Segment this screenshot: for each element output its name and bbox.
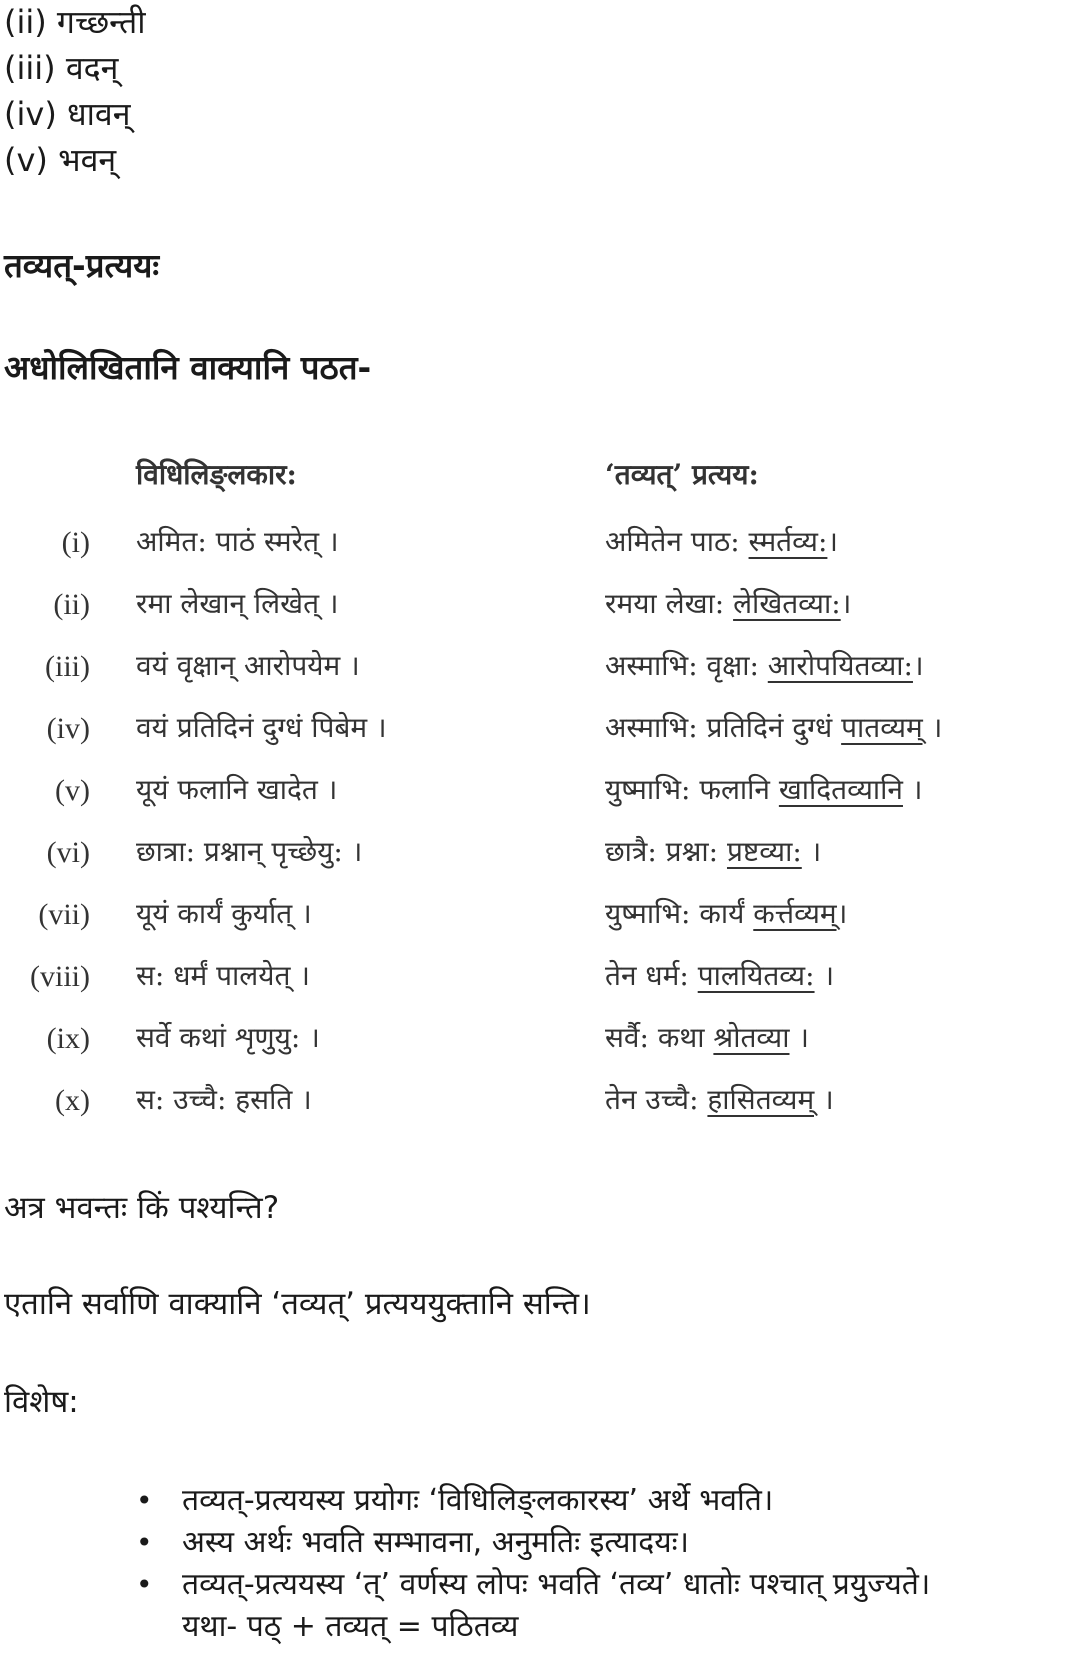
tavyat-word: खादितव्यानि [778,773,903,806]
row-number: (vi) [46,836,90,869]
list-item [130,1480,1070,1522]
vidhiling-sentence: रमा लेखान् लिखेत् । [136,587,339,620]
tavyat-sentence [605,646,924,684]
sentence-end: । [789,1021,810,1054]
column-header-vidhiling: विधिलिङ्लकार: [136,458,297,491]
vidhiling-sentence: स: उच्चै: हसति । [136,1083,312,1116]
tavyat-sentence [605,832,821,870]
tavyat-word: श्रोतव्या [713,1021,790,1054]
row-number: (vii) [38,898,90,931]
sentence-end: । [814,1083,834,1116]
row-number: (v) [55,774,90,807]
sentence-prefix: रमया लेखा: [605,587,734,620]
list-number: (ii) [4,3,47,41]
answer-text: एतानि सर्वाणि वाक्यानि ‘तव्यत्’ प्रत्यययुक्तानि सन्ति। [4,1286,591,1322]
vidhiling-sentence: वयं प्रतिदिनं दुग्धं पिबेम । [136,711,387,744]
list-item-3 [4,48,118,88]
tavyat-sentence [605,1080,834,1118]
note-text: अस्य अर्थः भवति सम्भावना, अनुमतिः इत्यादयः। [182,1525,690,1560]
sentence-prefix: अमितेन पाठ: [605,525,749,558]
tavyat-word: स्मर्तव्य: [748,525,828,558]
sentence-prefix: तेन उच्चै: [605,1083,708,1116]
list-item [130,1564,1070,1648]
tavyat-sentence [605,770,923,808]
table-row [0,1014,1082,1064]
sentence-end: । [814,959,835,992]
vidhiling-sentence: स: धर्मं पालयेत् । [136,959,310,992]
tavyat-word: प्रष्टव्या: [726,835,802,868]
tavyat-word: आरोपयितव्या: [767,649,913,682]
bullet-icon: • [136,1568,153,1601]
vidhiling-sentence: अमित: पाठं स्मरेत् । [136,525,339,558]
vidhiling-sentence: वयं वृक्षान् आरोपयेम । [136,649,360,682]
tavyat-word: हासितव्यम् [707,1083,815,1116]
bullet-icon: • [136,1484,153,1517]
sentence-prefix: छात्रै: प्रश्ना: [605,835,727,868]
list-word: भवन् [58,141,117,179]
row-number: (i) [61,526,90,559]
tavyat-sentence [605,894,847,932]
row-number: (iii) [45,650,90,683]
table-row [0,952,1082,1002]
table-row [0,828,1082,878]
example-text: यथा- पठ् + तव्यत् = पठितव्य [182,1609,519,1644]
note-text: तव्यत्-प्रत्ययस्य ‘त्’ वर्णस्य लोपः भवति ‘तव्य’ धातोः पश्चात् प्रयुज्यते। [182,1567,931,1602]
list-item-5 [4,140,116,180]
tavyat-word: पालयितव्य: [697,959,815,992]
table-row [0,642,1082,692]
vidhiling-sentence: यूयं कार्यं कुर्यात् । [136,897,312,930]
sentence-end: । [827,525,839,558]
tavyat-sentence [605,584,851,622]
vidhiling-sentence: सर्वे कथां शृणुयु: । [136,1021,320,1054]
sentence-end: । [902,773,923,806]
sentence-prefix: तेन धर्म: [605,959,698,992]
note-text: तव्यत्-प्रत्ययस्य प्रयोगः ‘विधिलिङ्लकारस्य’ अर्थे भवति। [182,1483,774,1518]
sentence-end: । [836,897,848,930]
row-number: (ix) [46,1022,90,1055]
section-heading: तव्यत्-प्रत्ययः [4,246,160,285]
table-row [0,580,1082,630]
list-item-2 [4,2,146,42]
bullet-icon: • [136,1526,153,1559]
sentence-prefix: अस्माभि: वृक्षा: [605,649,768,682]
sentence-prefix: अस्माभि: प्रतिदिनं दुग्धं [605,711,842,744]
table-row [0,704,1082,754]
sentence-prefix: सर्वै: कथा [605,1021,714,1054]
tavyat-sentence [605,1018,809,1056]
sentence-prefix: युष्माभि: कार्यं [605,897,754,930]
sentence-end: । [801,835,822,868]
list-item [130,1522,1070,1564]
tavyat-word: कर्त्तव्यम् [753,897,837,930]
table-row [0,766,1082,816]
row-number: (ii) [53,588,90,621]
instruction-heading: अधोलिखितानि वाक्यानि पठत- [4,348,372,387]
list-item-4 [4,94,131,134]
list-number: (v) [4,141,48,179]
row-number: (viii) [30,960,90,993]
vidhiling-sentence: यूयं फलानि खादेत । [136,773,338,806]
sentence-end: । [922,711,943,744]
list-number: (iv) [4,95,57,133]
tavyat-sentence [605,956,834,994]
list-number: (iii) [4,49,56,87]
sentence-end: । [840,587,852,620]
tavyat-word: पातव्यम् [841,711,923,744]
tavyat-word: लेखितव्या: [733,587,841,620]
tavyat-sentence [605,708,942,746]
table-row [0,1076,1082,1126]
row-number: (x) [55,1084,90,1117]
list-word: धावन् [66,95,131,133]
special-label: विशेष: [4,1384,79,1420]
row-number: (iv) [46,712,90,745]
table-row [0,890,1082,940]
question-text: अत्र भवन्तः किं पश्यन्ति? [4,1190,280,1226]
vidhiling-sentence: छात्रा: प्रश्नान् पृच्छेयु: । [136,835,363,868]
list-word: वदन् [65,49,119,87]
sentence-prefix: युष्माभि: फलानि [605,773,779,806]
list-word: गच्छन्ती [56,3,146,41]
sentence-end: । [912,649,924,682]
table-row [0,518,1082,568]
notes-list [130,1480,1070,1648]
column-header-tavyat: ‘तव्यत्’ प्रत्यय: [605,458,759,491]
tavyat-sentence [605,522,838,560]
